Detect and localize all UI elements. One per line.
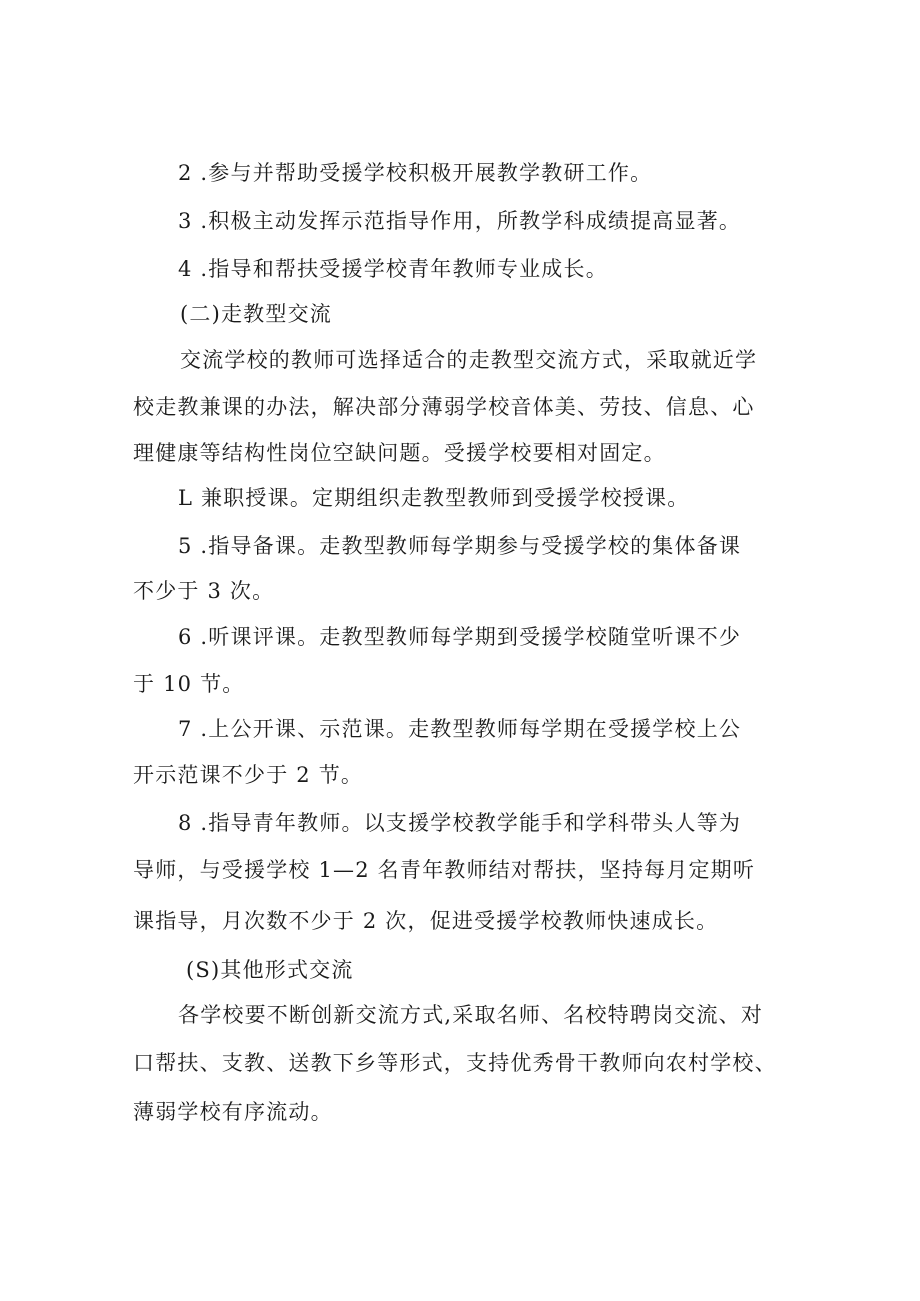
list-item-2: 2 .参与并帮助受援学校积极开展教学教研工作。 bbox=[178, 161, 653, 185]
list-item-7-continued: 开示范课不少于 2 节。 bbox=[133, 763, 364, 787]
list-item-8: 8 .指导青年教师。以支援学校教学能手和学科带头人等为 bbox=[178, 811, 742, 835]
paragraph-line: 校走教兼课的办法，解决部分薄弱学校音体美、劳技、信息、心 bbox=[133, 395, 755, 419]
paragraph-line: 交流学校的教师可选择适合的走教型交流方式，采取就近学 bbox=[180, 348, 758, 372]
list-item-5: 5 .指导备课。走教型教师每学期参与受援学校的集体备课 bbox=[178, 534, 742, 558]
list-item-1: L 兼职授课。定期组织走教型教师到受援学校授课。 bbox=[178, 486, 690, 510]
list-item-4: 4 .指导和帮扶受援学校青年教师专业成长。 bbox=[178, 257, 608, 281]
list-item-3: 3 .积极主动发挥示范指导作用，所教学科成绩提高显著。 bbox=[178, 209, 742, 233]
list-item-6: 6 .听课评课。走教型教师每学期到受援学校随堂听课不少 bbox=[178, 625, 742, 649]
paragraph-line: 口帮扶、支教、送教下乡等形式，支持优秀骨干教师向农村学校、 bbox=[133, 1051, 777, 1075]
section-heading-2: (二)走教型交流 bbox=[180, 302, 332, 326]
paragraph-line: 理健康等结构性岗位空缺问题。受援学校要相对固定。 bbox=[133, 441, 666, 465]
list-item-6-continued: 于 10 节。 bbox=[133, 672, 245, 696]
list-item-8-continued: 课指导，月次数不少于 2 次，促进受援学校教师快速成长。 bbox=[133, 909, 719, 933]
section-heading-3: (S)其他形式交流 bbox=[186, 958, 354, 982]
paragraph-line: 各学校要不断创新交流方式,采取名师、名校特聘岗交流、对 bbox=[178, 1003, 764, 1027]
list-item-5-continued: 不少于 3 次。 bbox=[133, 579, 275, 603]
paragraph-line: 薄弱学校有序流动。 bbox=[133, 1100, 333, 1124]
list-item-8-continued: 导师，与受援学校 1—2 名青年教师结对帮扶，坚持每月定期听 bbox=[133, 858, 756, 882]
list-item-7: 7 .上公开课、示范课。走教型教师每学期在受援学校上公 bbox=[178, 717, 742, 741]
